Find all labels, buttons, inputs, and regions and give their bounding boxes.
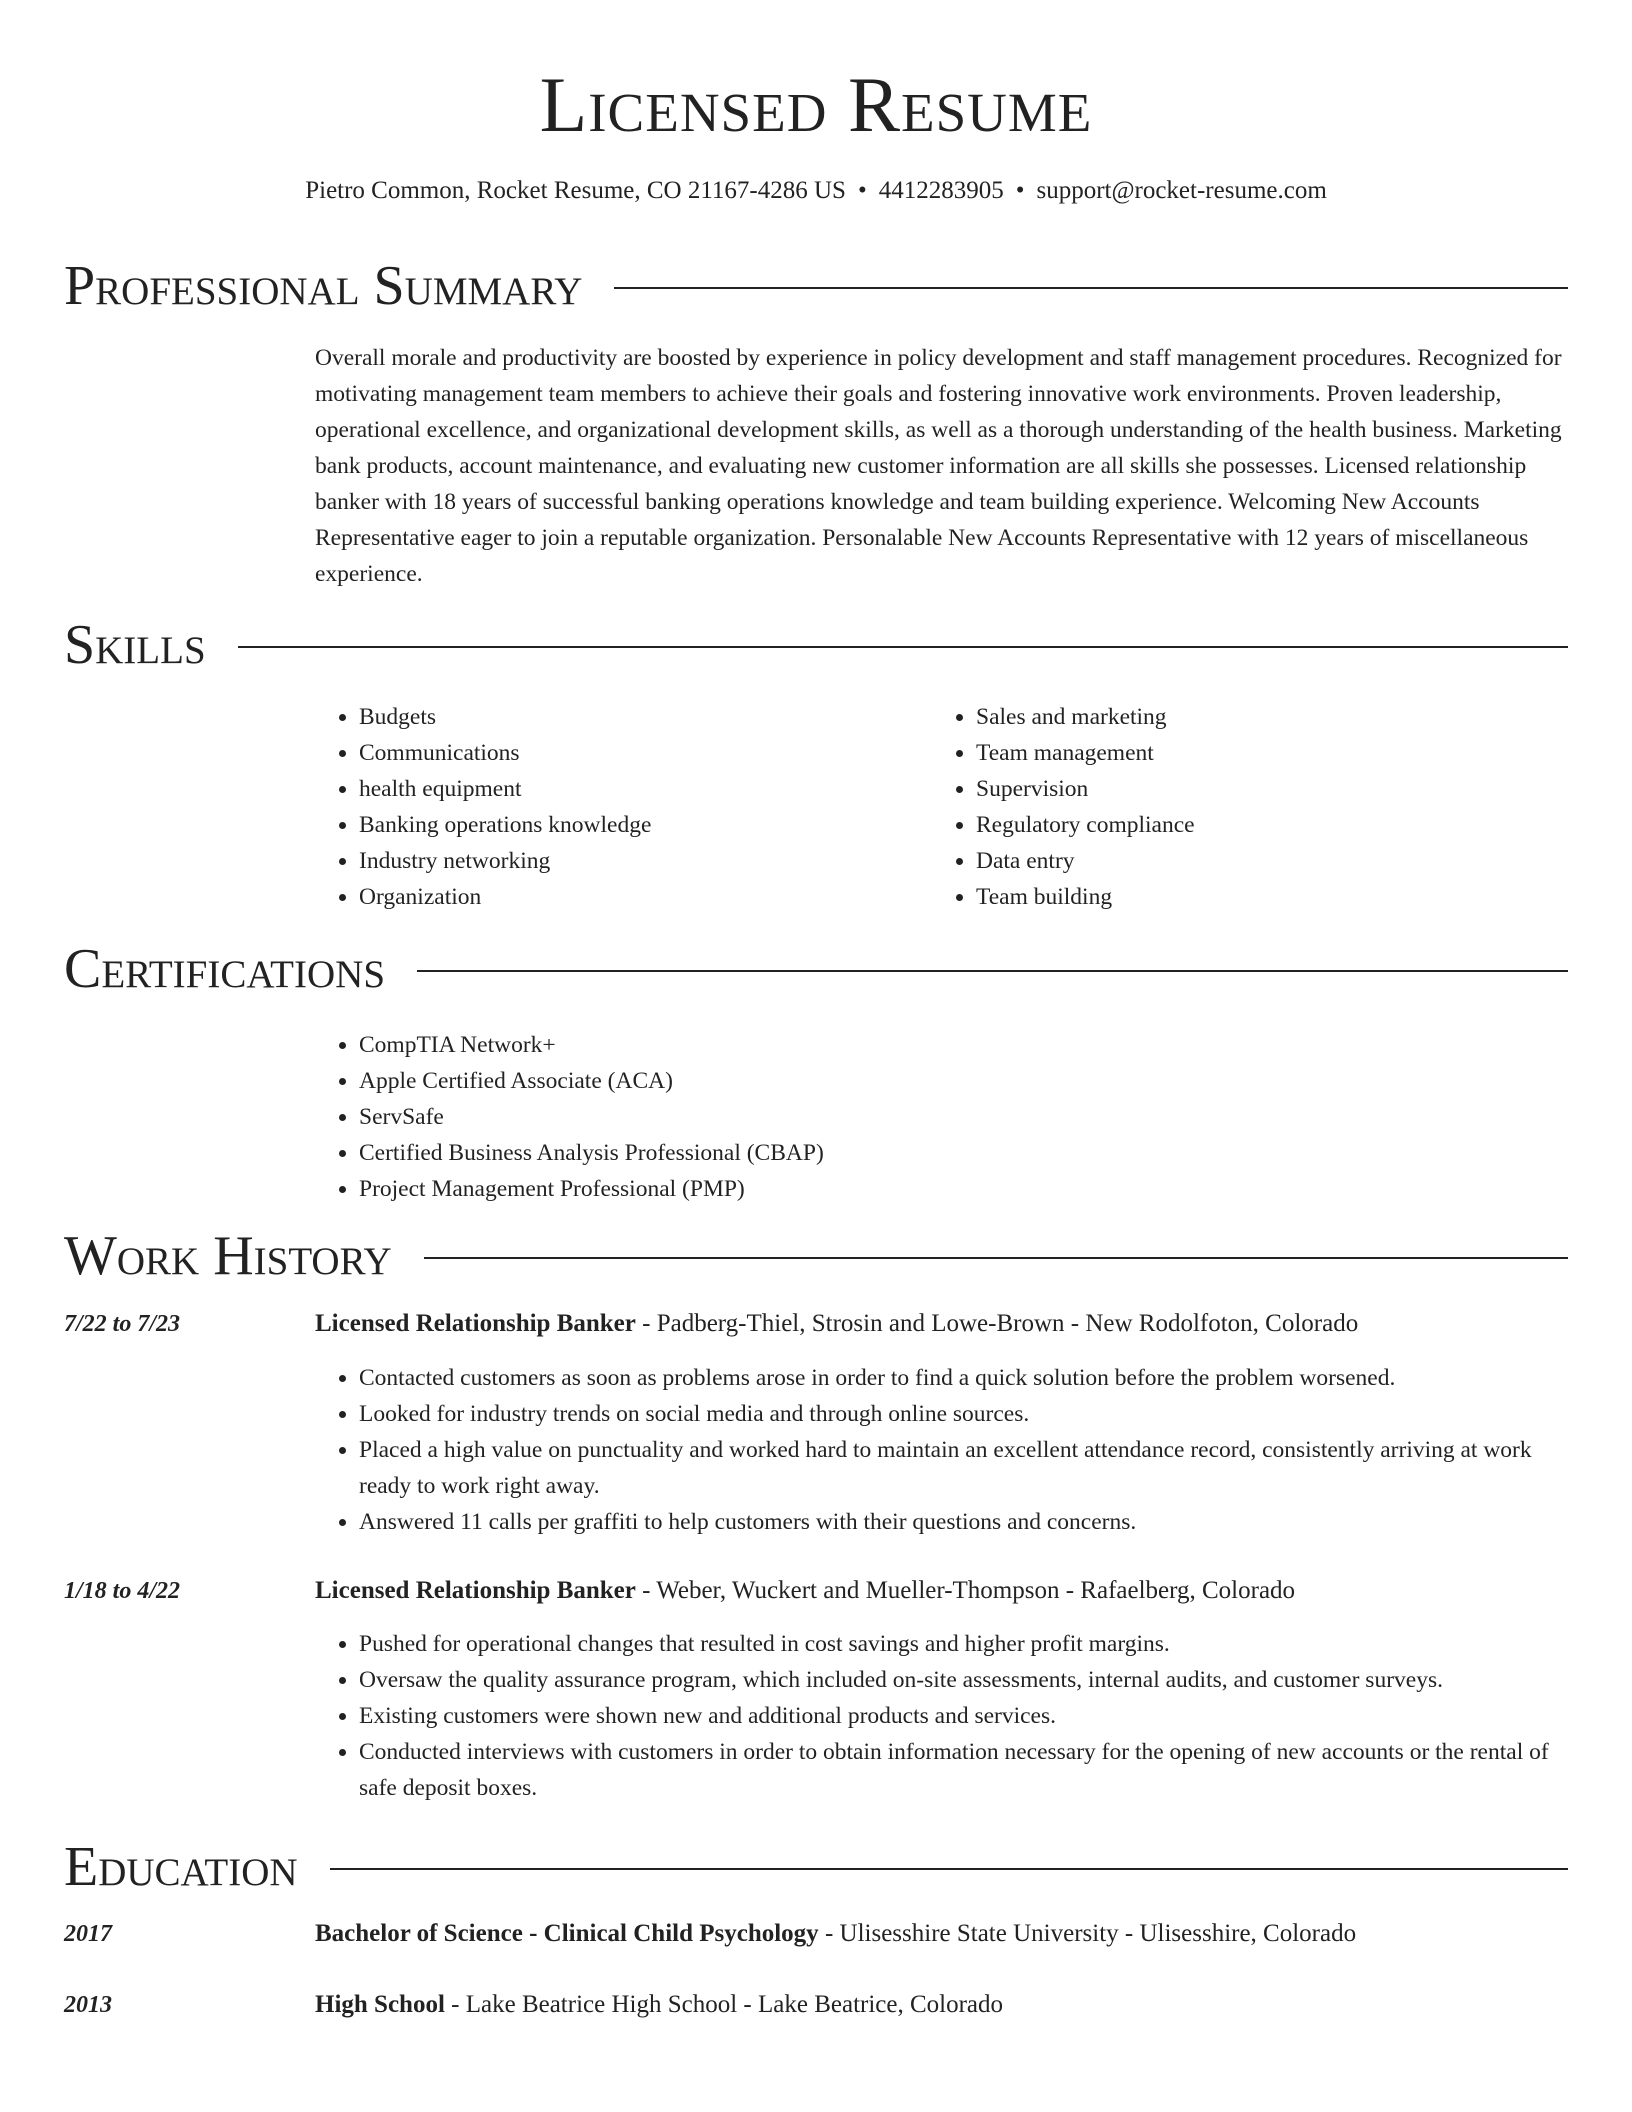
certification-item: • Apple Certified Associate (ACA)	[359, 1063, 1515, 1099]
contact-phone: 4412283905	[878, 177, 1004, 204]
skill-item: • Team management	[976, 735, 1532, 771]
job-bullet: • Conducted interviews with customers in order to obtain information necessary for the opening of new accounts or the rental of safe deposit boxes.	[359, 1734, 1570, 1806]
skill-item: • Data entry	[976, 843, 1532, 879]
certifications-section-header	[64, 937, 1568, 1001]
contact-separator: •	[857, 177, 867, 204]
job-dates: 1/18 to 4/22	[64, 1578, 181, 1604]
job-heading	[315, 1306, 1570, 1342]
skill-item: • health equipment	[359, 771, 915, 807]
skill-item: • Supervision	[976, 771, 1532, 807]
education-entry	[315, 1987, 1570, 2023]
skill-item: • Sales and marketing	[976, 699, 1532, 735]
summary-text: Overall morale and productivity are boosted by experience in policy development and staff management procedures. Recognized for motivating management team members to achieve their goals and fostering innovative work environments. Proven leadership, operational excellence, and organizational development skills, as well as a thorough understanding of the health business. Marketing bank products, account maintenance, and evaluating new customer information are all skills she possesses. Licensed relationship banker with 18 years of successful banking operations knowledge and team building experience. Welcoming New Accounts Representative eager to join a reputable organization. Personalable New Accounts Representative with 12 years of miscellaneous experience.	[315, 345, 1562, 587]
skill-item: • Communications	[359, 735, 915, 771]
education-degree: High School	[315, 1991, 445, 2018]
job-bullet: • Contacted customers as soon as problems arose in order to find a quick solution before the problem worsened.	[359, 1360, 1570, 1396]
certifications-list	[315, 1027, 1515, 1207]
section-heading: Certifications	[64, 938, 386, 1000]
job-bullet: • Oversaw the quality assurance program, which included on-site assessments, internal audits, and customer surveys.	[359, 1662, 1570, 1698]
resume-title: Licensed Resume	[539, 61, 1093, 148]
job-bullet: • Looked for industry trends on social media and through online sources.	[359, 1396, 1570, 1432]
education-school-location: - Lake Beatrice High School - Lake Beatrice, Colorado	[444, 1991, 1004, 2018]
job-employer-location: - Weber, Wuckert and Mueller-Thompson - Rafaelberg, Colorado	[635, 1577, 1296, 1604]
section-divider	[238, 646, 1568, 648]
skills-column-left	[315, 699, 915, 915]
job-bullet: • Existing customers were shown new and additional products and services.	[359, 1698, 1570, 1734]
summary-section-header	[64, 254, 1568, 318]
section-heading: Work History	[64, 1225, 392, 1287]
section-divider	[330, 1868, 1568, 1870]
education-year: 2017	[64, 1921, 112, 1947]
job-bullets	[315, 1360, 1570, 1540]
job-title: Licensed Relationship Banker	[315, 1577, 636, 1604]
job-dates: 7/22 to 7/23	[64, 1311, 181, 1337]
work-history-section-header	[64, 1224, 1568, 1288]
education-degree: Bachelor of Science - Clinical Child Psychology	[315, 1920, 819, 1947]
education-school-location: - Ulisesshire State University - Ulisesshire, Colorado	[818, 1920, 1357, 1947]
education-section-header	[64, 1835, 1568, 1899]
education-entry	[315, 1916, 1570, 1952]
skills-section-header	[64, 613, 1568, 677]
job-bullet: • Placed a high value on punctuality and worked hard to maintain an excellent attendance record, consistently arriving at work ready to work right away.	[359, 1432, 1570, 1504]
skills-column-right	[932, 699, 1532, 915]
job-bullet: • Answered 11 calls per graffiti to help customers with their questions and concerns.	[359, 1504, 1570, 1540]
job-bullet: • Pushed for operational changes that resulted in cost savings and higher profit margins.	[359, 1626, 1570, 1662]
skill-item: • Banking operations knowledge	[359, 807, 915, 843]
certification-item: • Certified Business Analysis Professional (CBAP)	[359, 1135, 1515, 1171]
skill-item: • Regulatory compliance	[976, 807, 1532, 843]
job-bullets	[315, 1626, 1570, 1806]
section-divider	[417, 970, 1568, 972]
job-title: Licensed Relationship Banker	[315, 1310, 636, 1337]
section-heading: Skills	[64, 614, 206, 676]
skill-item: • Team building	[976, 879, 1532, 915]
job-heading	[315, 1573, 1570, 1609]
certification-item: • Project Management Professional (PMP)	[359, 1171, 1515, 1207]
section-heading: Education	[64, 1836, 298, 1898]
certification-item: • ServSafe	[359, 1099, 1515, 1135]
skill-item: • Budgets	[359, 699, 915, 735]
skill-item: • Organization	[359, 879, 915, 915]
contact-line	[0, 174, 1632, 208]
certification-item: • CompTIA Network+	[359, 1027, 1515, 1063]
section-heading: Professional Summary	[64, 255, 583, 317]
education-year: 2013	[64, 1992, 112, 2018]
section-divider	[614, 287, 1568, 289]
contact-address: Pietro Common, Rocket Resume, CO 21167-4286 US	[305, 177, 846, 204]
section-divider	[424, 1257, 1568, 1259]
skill-item: • Industry networking	[359, 843, 915, 879]
job-employer-location: - Padberg-Thiel, Strosin and Lowe-Brown - New Rodolfoton, Colorado	[635, 1310, 1359, 1337]
contact-separator: •	[1015, 177, 1025, 204]
contact-email[interactable]: support@rocket-resume.com	[1036, 177, 1327, 204]
